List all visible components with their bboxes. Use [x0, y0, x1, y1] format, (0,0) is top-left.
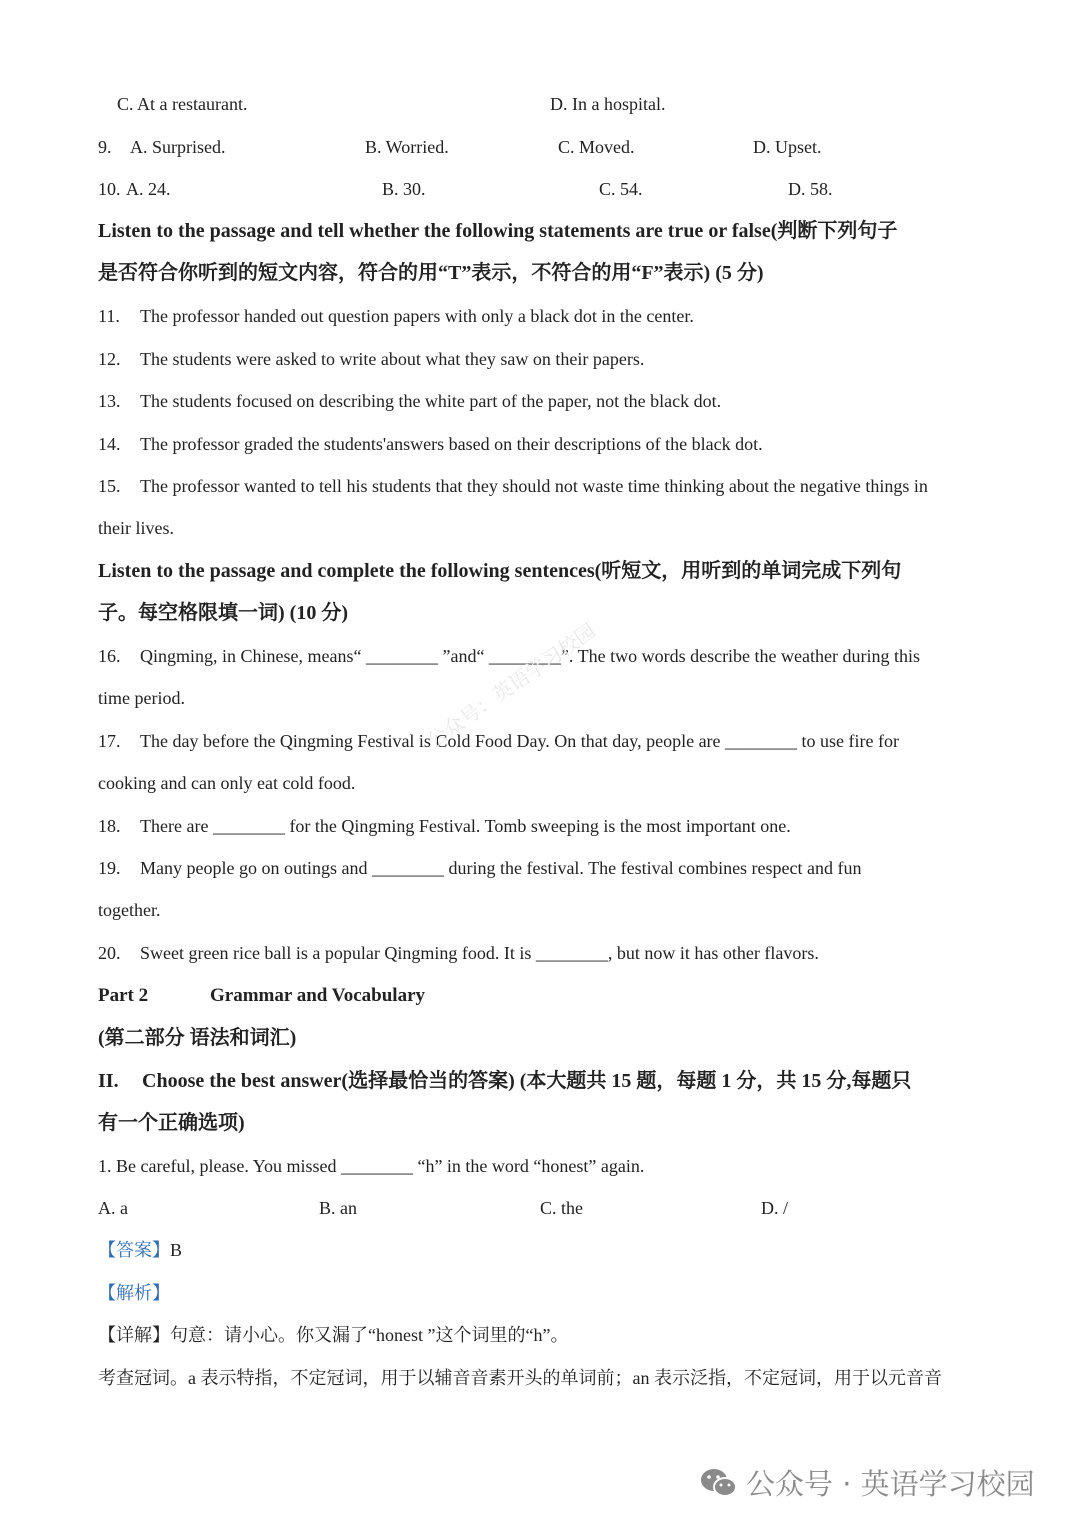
section2-number: II.: [98, 1070, 119, 1092]
q10-option-a: A. 24.: [126, 179, 171, 199]
answer-line: [98, 1238, 182, 1262]
gq1-option-a: A. a: [98, 1198, 128, 1218]
item-text: The students focused on describing the white part of the paper, not the black dot.: [140, 391, 722, 411]
q9-option-c: C. Moved.: [558, 137, 635, 157]
footer-watermark: [700, 1462, 1035, 1503]
fill-section-heading-cont: 子。每空格限填一词) (10 分): [98, 602, 348, 624]
item-text: The professor wanted to tell his students that they should not waste time thinking about the negative things in: [140, 476, 928, 496]
section2-instructions: Choose the best answer(选择最恰当的答案) (本大题共 15 题，每题 1 分，共 15 分,每题只: [142, 1070, 912, 1092]
footer-watermark-text: 公众号 · 英语学习校园: [746, 1467, 1035, 1501]
item-text: Many people go on outings and ________ during the festival. The festival combines respect and fun: [140, 858, 862, 878]
answer-label: 【答案】: [98, 1240, 170, 1260]
item-number: 14.: [98, 434, 121, 454]
item-number: 19.: [98, 858, 121, 878]
q8-option-c: C. At a restaurant.: [117, 94, 248, 114]
item-number: 12.: [98, 349, 121, 369]
item-number: 18.: [98, 816, 121, 836]
fill-item-17-cont: cooking and can only eat cold food.: [98, 773, 356, 793]
diagonal-watermark: 公众号：英语学习校园: [422, 618, 600, 753]
q9-option-d: D. Upset.: [753, 137, 822, 157]
part2-label: Part 2: [98, 985, 149, 1006]
analysis-label: 【解析】: [98, 1283, 170, 1303]
item-number: 13.: [98, 391, 121, 411]
section2-heading-cont: 有一个正确选项): [98, 1112, 245, 1134]
tf-section-heading: Listen to the passage and tell whether the following statements are true or false(判断下列句子: [98, 220, 898, 242]
q8-option-d: D. In a hospital.: [550, 94, 666, 114]
tf-item-15-cont: their lives.: [98, 518, 174, 538]
item-number: 20.: [98, 943, 121, 963]
q9-num: 9.: [98, 137, 112, 157]
explanation-line: 考查冠词。a 表示特指，不定冠词，用于以辅音音素开头的单词前；an 表示泛指，不定冠词，用于以元音音: [98, 1368, 942, 1388]
fill-item-19-cont: together.: [98, 900, 161, 920]
q10-num: 10.: [98, 179, 121, 199]
item-text: Qingming, in Chinese, means“ ________ ”and“ ________”. The two words describe the weather during this: [140, 646, 921, 666]
detail-label: 【详解】: [98, 1325, 170, 1345]
q9-option-a: A. Surprised.: [130, 137, 226, 157]
item-text: The professor handed out question papers with only a black dot in the center.: [140, 306, 694, 326]
item-text: There are ________ for the Qingming Festival. Tomb sweeping is the most important one.: [140, 816, 791, 836]
q10-option-b: B. 30.: [382, 179, 426, 199]
gq1-option-b: B. an: [319, 1198, 357, 1218]
item-text: The day before the Qingming Festival is Cold Food Day. On that day, people are ________ to use fire for: [140, 731, 899, 751]
detail-text: 句意：请小心。你又漏了“honest ”这个词里的“h”。: [170, 1325, 569, 1345]
grammar-q1-stem: 1. Be careful, please. You missed ________ “h” in the word “honest” again.: [98, 1156, 645, 1176]
part2-title: Grammar and Vocabulary: [210, 985, 426, 1006]
gq1-option-c: C. the: [540, 1198, 583, 1218]
item-text: The professor graded the students'answers based on their descriptions of the black dot.: [140, 434, 763, 454]
q10-option-c: C. 54.: [599, 179, 643, 199]
item-number: 16.: [98, 646, 121, 666]
gq1-option-d: D. /: [761, 1198, 788, 1218]
answer-value: B: [170, 1240, 183, 1260]
detail-line: [98, 1323, 568, 1347]
tf-section-heading-cont: 是否符合你听到的短文内容，符合的用“T”表示，不符合的用“F”表示) (5 分): [98, 262, 764, 284]
fill-section-heading: Listen to the passage and complete the following sentences(听短文，用听到的单词完成下列句: [98, 560, 902, 582]
item-number: 11.: [98, 306, 120, 326]
item-text: Sweet green rice ball is a popular Qingming food. It is ________, but now it has other flavors.: [140, 943, 819, 963]
part2-subtitle: (第二部分 语法和词汇): [98, 1027, 297, 1049]
q9-option-b: B. Worried.: [365, 137, 449, 157]
item-text: The students were asked to write about what they saw on their papers.: [140, 349, 645, 369]
q10-option-d: D. 58.: [788, 179, 833, 199]
item-number: 15.: [98, 476, 121, 496]
wechat-icon: [700, 1467, 738, 1499]
fill-item-16-cont: time period.: [98, 688, 185, 708]
item-number: 17.: [98, 731, 121, 751]
